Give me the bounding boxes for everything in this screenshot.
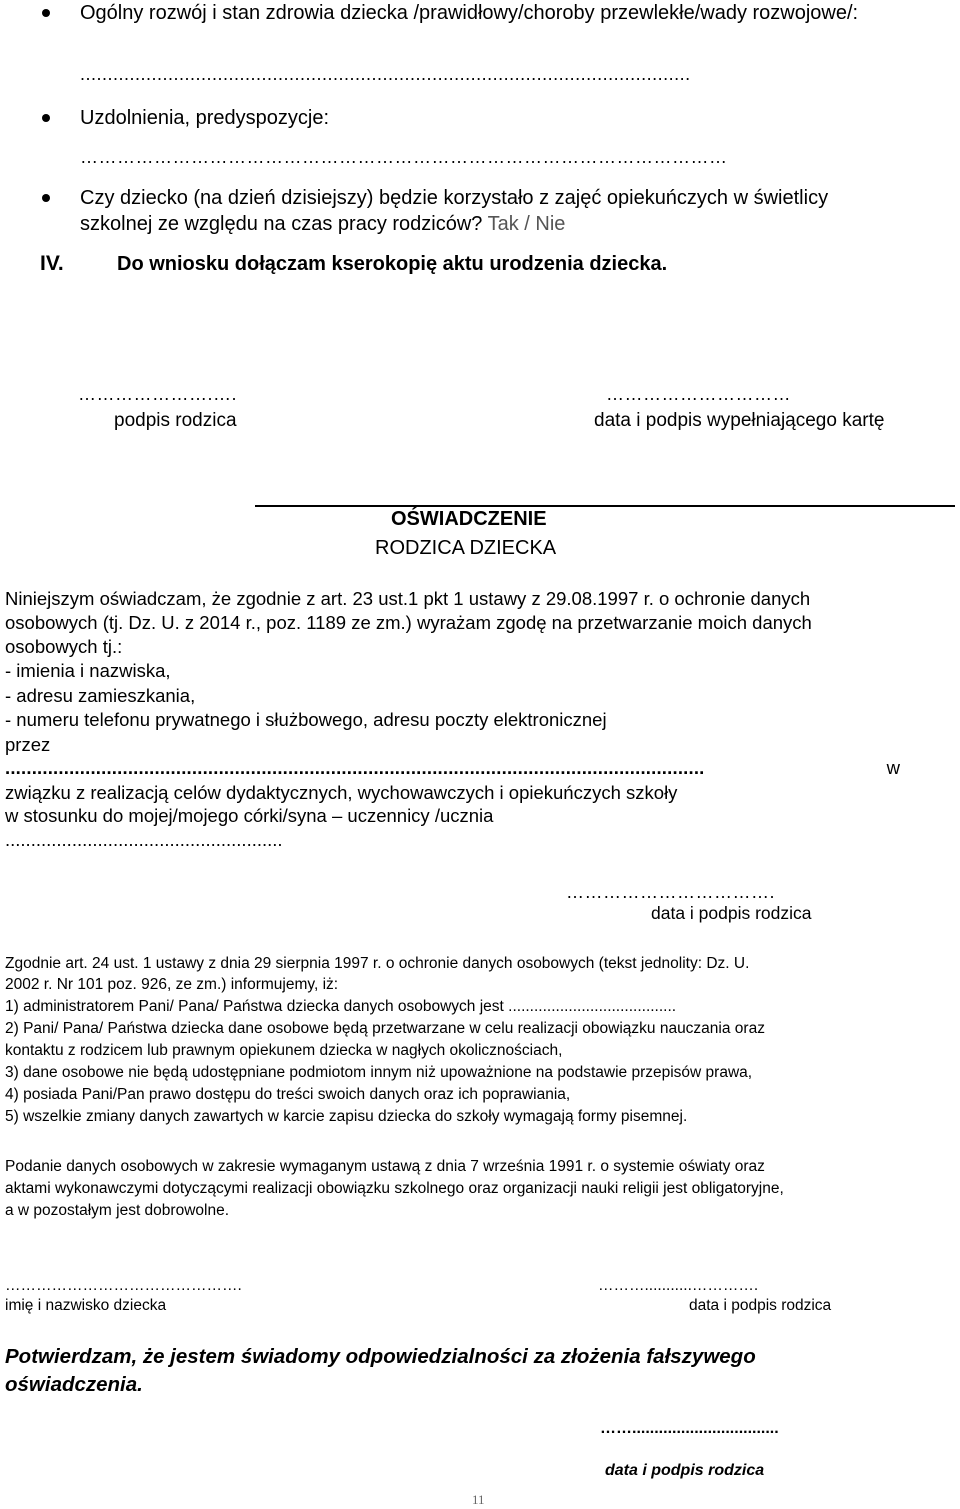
item-daycare-line2: [80, 211, 565, 237]
declaration-line: - adresu zamieszkania,: [5, 685, 196, 706]
info-point: 3) dane osobowe nie będą udostępniane podmiotom innym niż upoważnione na podstawie przepisów prawa,: [5, 1064, 753, 1081]
info-intro: 2002 r. Nr 101 poz. 926, ze zm.) informujemy, iż:: [5, 976, 339, 993]
declaration-line-after2: w stosunku do mojej/mojego córki/syna – uczennicy /ucznia: [5, 805, 494, 826]
confirmation-line1: Potwierdzam, że jestem świadomy odpowiedzialności za złożenia fałszywego: [5, 1345, 756, 1368]
declaration-subtitle: RODZICA DZIECKA: [375, 537, 557, 559]
section-iv-number: IV.: [40, 252, 64, 275]
filler-signature-dots: …………………………: [606, 384, 791, 404]
parent-sig-dots: ………...........………….: [598, 1277, 759, 1294]
filler-signature-label: data i podpis wypełniającego kartę: [594, 410, 885, 431]
info-para: aktami wykonawczymi dotyczącymi realizacji obowiązku szkolnego oraz organizacji nauki religii jest obligatoryjne,: [5, 1180, 784, 1197]
declaration-dots-end: w: [886, 757, 900, 778]
child-name-label: imię i nazwisko dziecka: [5, 1297, 167, 1314]
final-sig-dots: …….................................: [600, 1420, 779, 1437]
declaration-line: osobowych (tj. Dz. U. z 2014 r., poz. 1189 ze zm.) wyrażam zgodę na przetwarzanie moich danych: [5, 612, 812, 633]
declaration-dots-line: [5, 756, 900, 779]
bullet-icon: [42, 9, 50, 17]
info-point: 4) posiada Pani/Pan prawo dostępu do treści swoich danych oraz ich poprawiania,: [5, 1086, 571, 1103]
item-daycare-answer: Tak / Nie: [487, 213, 566, 235]
parent-signature-label: podpis rodzica: [114, 410, 237, 431]
declaration-line-after1: związku z realizacją celów dydaktycznych, wychowawczych i opiekuńczych szkoły: [5, 782, 678, 803]
info-point: kontaktu z rodzicem lub prawnym opiekunem dziecka w nagłych okolicznościach,: [5, 1042, 563, 1059]
declaration-line: przez: [5, 734, 51, 755]
parent-sig-label: data i podpis rodzica: [689, 1297, 832, 1314]
page-number: 11: [472, 1492, 485, 1507]
declaration-line: - imienia i nazwiska,: [5, 660, 171, 681]
item-development-text: Ogólny rozwój i stan zdrowia dziecka /prawidłowy/choroby przewlekłe/wady rozwojowe/:: [80, 2, 859, 24]
section-iv-text: Do wniosku dołączam kserokopię aktu urodzenia dziecka.: [117, 253, 668, 275]
info-point: 2) Pani/ Pana/ Państwa dziecka dane osobowe będą przetwarzane w celu realizacji obowiązku nauczania oraz: [5, 1020, 765, 1037]
info-para: Podanie danych osobowych w zakresie wymaganym ustawą z dnia 7 września 1991 r. o systemie oświaty oraz: [5, 1158, 765, 1175]
declaration-line: Niniejszym oświadczam, że zgodnie z art. 23 ust.1 pkt 1 ustawy z 29.08.1997 r. o ochronie danych: [5, 588, 811, 609]
final-sig-label: data i podpis rodzica: [605, 1462, 765, 1479]
info-para: a w pozostałym jest dobrowolne.: [5, 1202, 230, 1219]
item-daycare-question: szkolnej ze względu na czas pracy rodziców?: [80, 213, 483, 235]
confirmation-line2: oświadczenia.: [5, 1373, 143, 1396]
declaration-line: osobowych tj.:: [5, 636, 123, 657]
item-daycare-line1: Czy dziecko (na dzień dzisiejszy) będzie korzystało z zajęć opiekuńczych w świetlicy: [80, 187, 829, 209]
declaration-title: OŚWIADCZENIE: [391, 508, 547, 530]
declaration-short-dots: ......................................................: [5, 829, 283, 850]
declaration-dots: ...................................................................................................................................: [5, 757, 705, 778]
item-development: [80, 0, 940, 26]
bullet-icon: [42, 194, 50, 202]
bullet-icon: [42, 114, 50, 122]
separator-line: [255, 505, 955, 507]
declaration-line: - numeru telefonu prywatnego i służbowego, adresu poczty elektronicznej: [5, 709, 607, 730]
item-talents-dots: ……………………………………………………………………………………………: [80, 147, 728, 167]
item-talents: Uzdolnienia, predyspozycje:: [80, 107, 330, 129]
parent-signature-dots: ………………….….: [78, 384, 238, 404]
child-name-dots: ……………………………………….: [5, 1277, 242, 1294]
item-development-dots: ...............................................................................................................: [80, 64, 691, 84]
info-point: 5) wszelkie zmiany danych zawartych w karcie zapisu dziecka do szkoły wymagają formy pisemnej.: [5, 1108, 688, 1125]
declaration-sig-label: data i podpis rodzica: [651, 903, 812, 923]
info-intro: Zgodnie art. 24 ust. 1 ustawy z dnia 29 sierpnia 1997 r. o ochronie danych osobowych (tekst jednolity: Dz. U.: [5, 955, 750, 972]
info-point: 1) administratorem Pani/ Pana/ Państwa dziecka danych osobowych jest .......................................: [5, 998, 677, 1015]
declaration-sig-dots: …………………………….: [566, 882, 776, 902]
